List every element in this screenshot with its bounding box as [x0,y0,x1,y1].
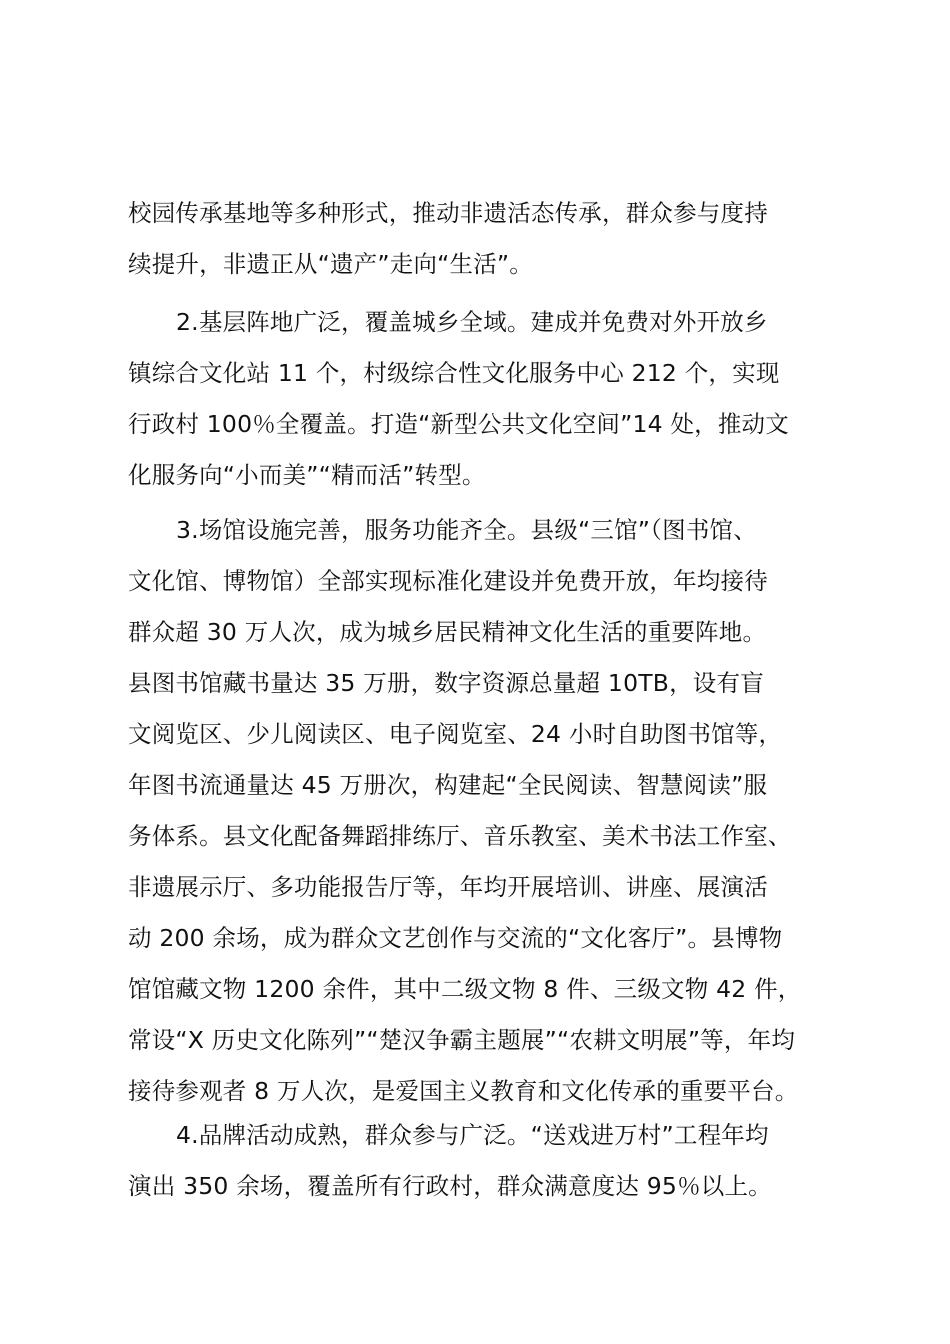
text-line: 3.场馆设施完善，服务功能齐全。县级“三馆”（图书馆、 [176,516,757,544]
text-line: 务体系。县文化配备舞蹈排练厅、音乐教室、美术书法工作室、 [128,822,792,850]
text-line: 续提升，非遗正从“遗产”走向“生活”。 [128,250,533,278]
text-line: 群众超 30 万人次，成为城乡居民精神文化生活的重要阵地。 [128,618,767,646]
text-line: 镇综合文化站 11 个，村级综合性文化服务中心 212 个，实现 [128,359,780,387]
paragraph-intangible-heritage-continuation [128,188,840,290]
text-line: 非遗展示厅、多功能报告厅等，年均开展培训、讲座、展演活 [128,873,768,901]
text-line: 年图书流通量达 45 万册次，构建起“全民阅读、智慧阅读”服 [128,771,768,799]
text-line: 文化馆、博物馆）全部实现标准化建设并免费开放，年均接待 [128,567,768,595]
text-line: 县图书馆藏书量达 35 万册，数字资源总量超 10TB，设有盲 [128,669,764,697]
text-line: 馆馆藏文物 1200 余件，其中二级文物 8 件、三级文物 42 件， [128,975,802,1003]
text-line: 4.品牌活动成熟，群众参与广泛。“送戏进万村”工程年均 [176,1121,769,1149]
text-line: 动 200 余场，成为群众文艺创作与交流的“文化客厅”。县博物 [128,924,783,952]
text-line: 接待参观者 8 万人次，是爱国主义教育和文化传承的重要平台。 [128,1077,799,1105]
text-line: 常设“X 历史文化陈列”“楚汉争霸主题展”“农耕文明展”等，年均 [128,1026,796,1054]
text-line: 行政村 100％全覆盖。打造“新型公共文化空间”14 处，推动文 [128,410,789,438]
paragraph-venue-facilities [128,505,840,1117]
text-line: 校园传承基地等多种形式，推动非遗活态传承，群众参与度持 [128,199,768,227]
text-line: 化服务向“小而美”“精而活”转型。 [128,461,486,489]
text-line: 文阅览区、少儿阅读区、电子阅览室、24 小时自助图书馆等， [128,720,783,748]
text-line: 2.基层阵地广泛，覆盖城乡全域。建成并免费对外开放乡 [176,308,768,336]
paragraph-brand-activities [128,1110,840,1212]
paragraph-grassroots-coverage [128,297,840,501]
text-line: 演出 350 余场，覆盖所有行政村，群众满意度达 95％以上。 [128,1172,772,1200]
